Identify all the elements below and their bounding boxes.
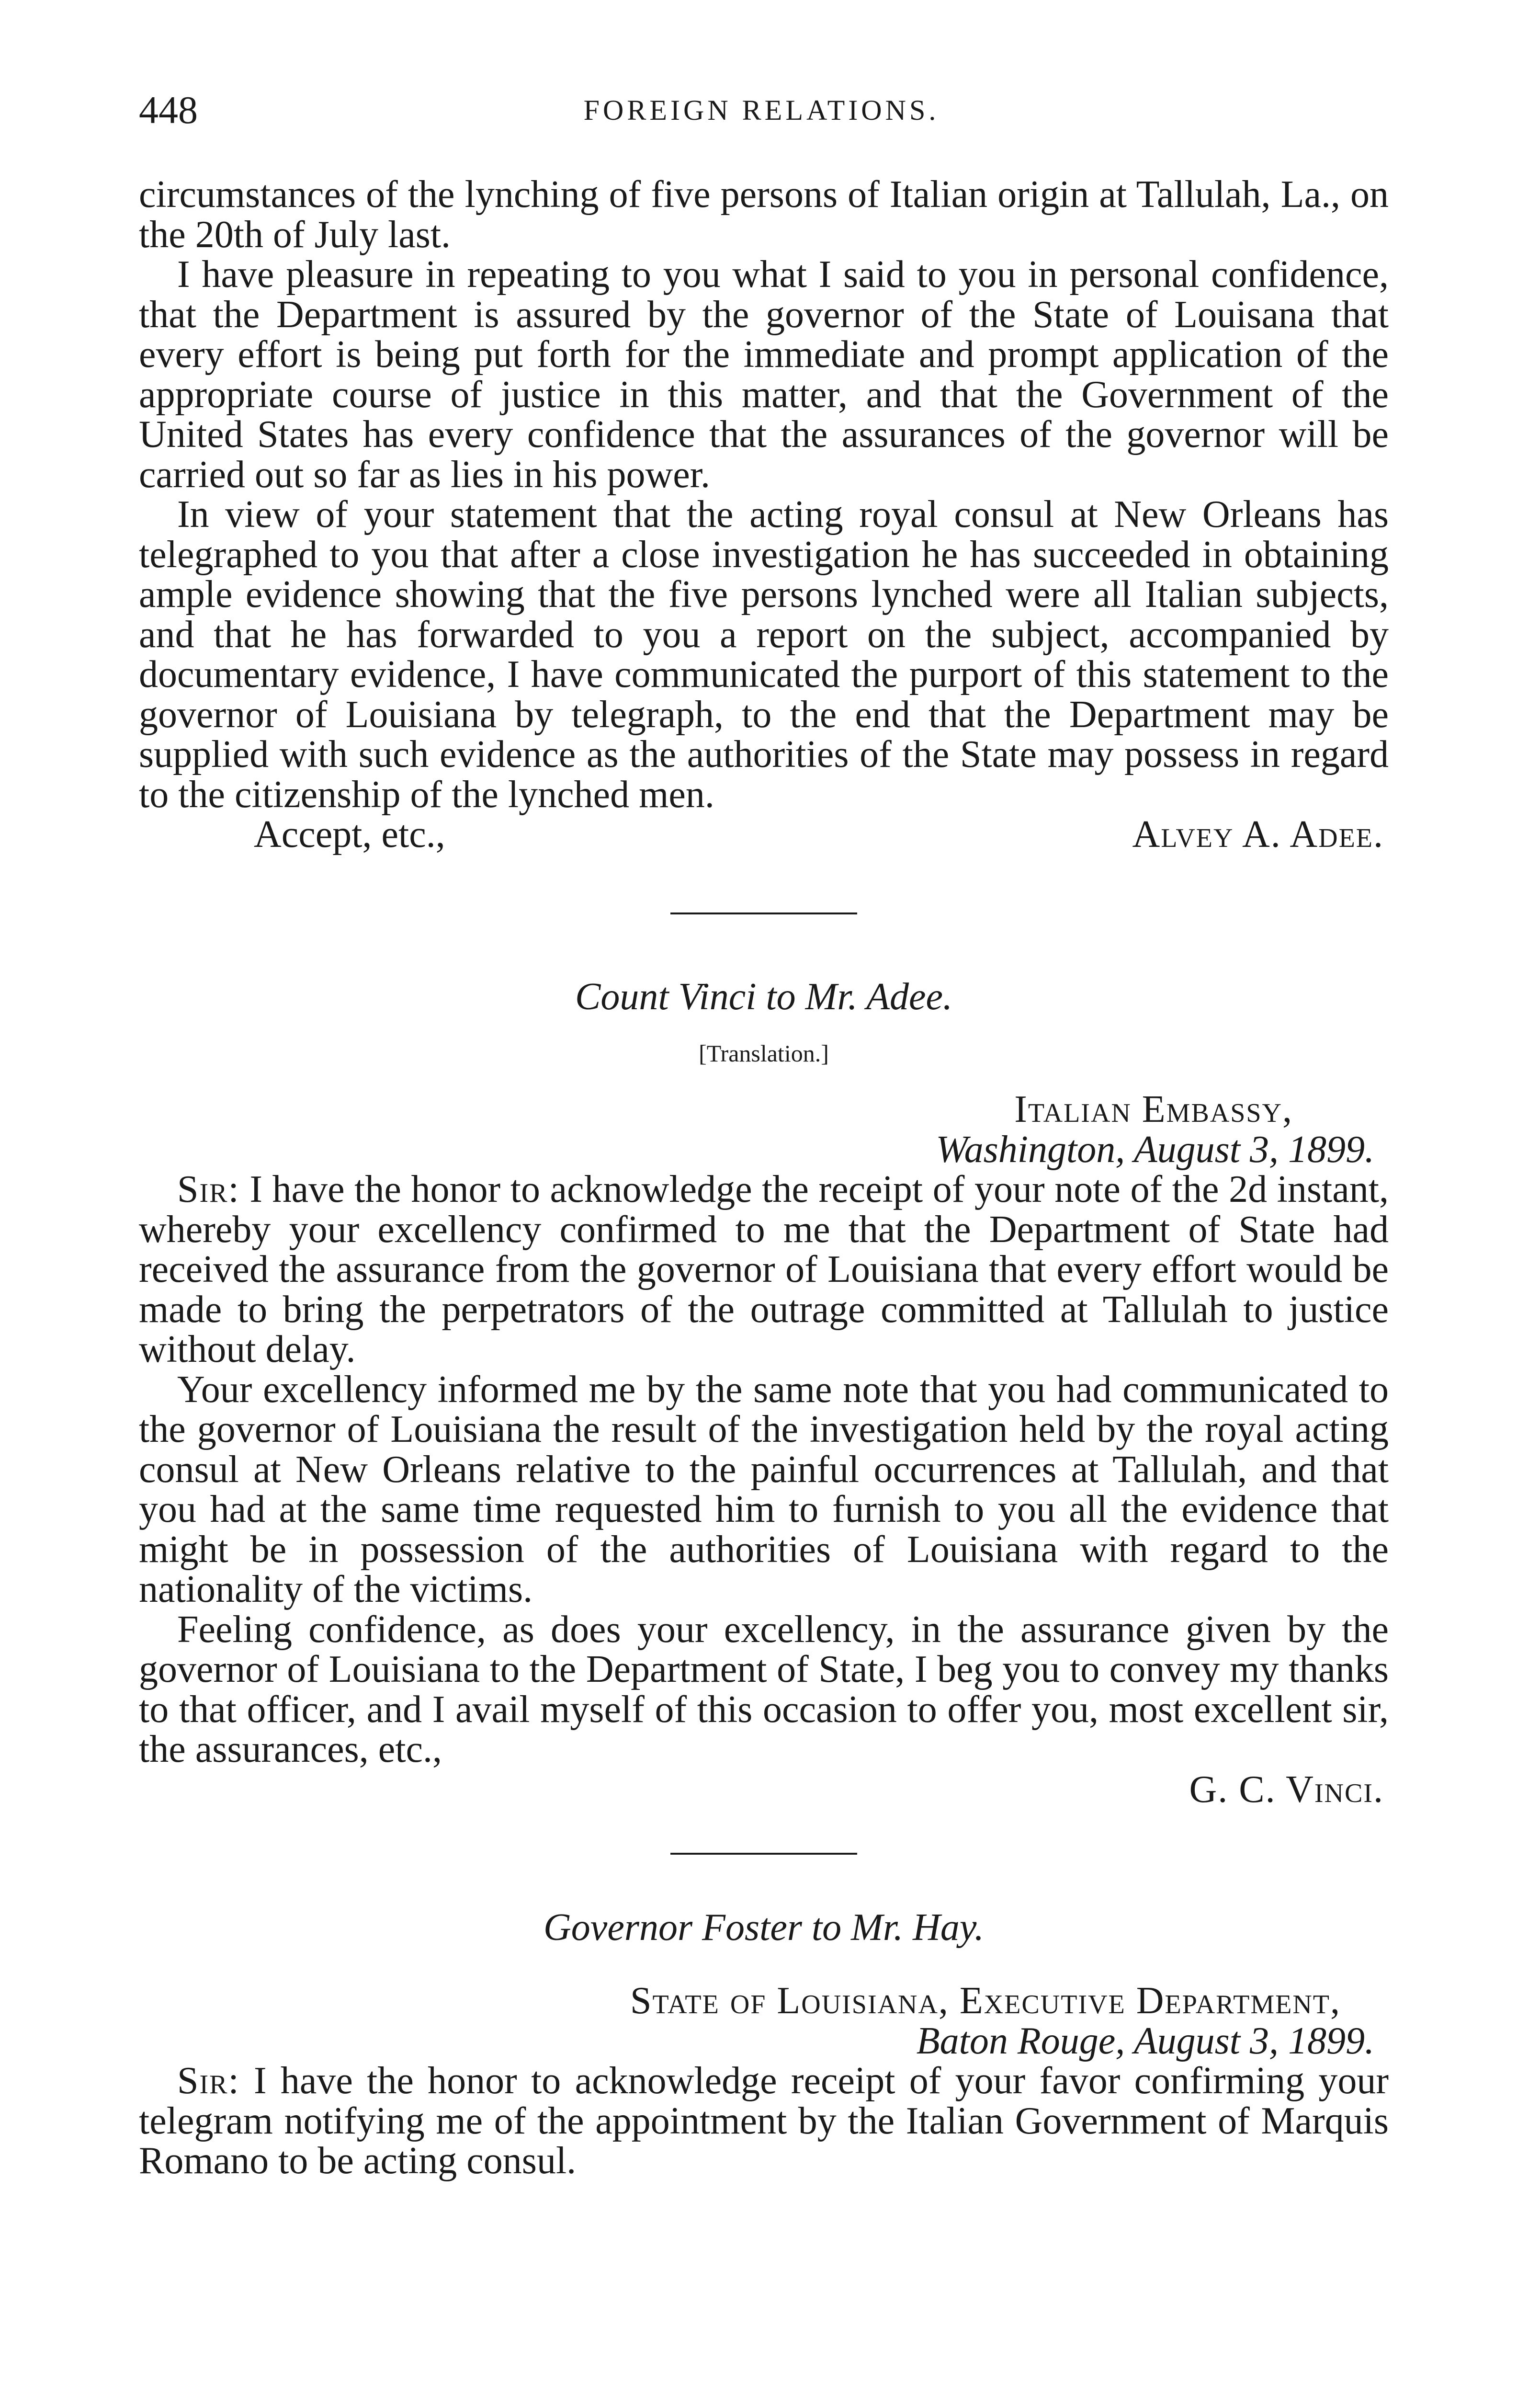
letter2-date: Washington, August 3, 1899. (936, 1128, 1374, 1171)
letter2-dateline (139, 1090, 1389, 1170)
running-head: FOREIGN RELATIONS. (583, 94, 940, 126)
letter2-place: Italian Embassy, (1014, 1088, 1293, 1130)
letter2-paragraph: Feeling confidence, as does your excellency, in the assurance given by the governor of Louisiana to the Department of State, I beg you to convey my thanks to that officer, and I avail myself of this occasion to offer you, most excellent sir, the assurances, etc., (139, 1608, 1389, 1770)
letter2-paragraph: Your excellency informed me by the same note that you had communicated to the governor of Louisiana the result of the investigation held by the royal acting consul at New Orleans relative to the painful occurrences at Tallulah, and that you had at the same time requested him to furnish to you all the evidence that might be in possession of the authorities of Louisiana with regard to the nationality of the victims. (139, 1368, 1389, 1610)
letter3-dateline (139, 1981, 1389, 2061)
letter2-paragraph (139, 1170, 1389, 1370)
page-header (139, 84, 1384, 137)
letter1-signature: Alvey A. Adee. (1132, 813, 1384, 855)
letter3-date: Baton Rouge, August 3, 1899. (916, 2019, 1374, 2062)
page-body (139, 175, 1389, 2181)
letter3-place: State of Louisiana, Executive Department, (630, 1980, 1341, 2022)
letter1-paragraph: In view of your statement that the acting royal consul at New Orleans has telegraphed to you that after a close investigation he has succeeded in obtaining ample evidence showing that the five persons lynched were all Italian subjects, and that he has forwarded to you a report on the subject, accompanied by documentary evidence, I have communicated the purport of this statement to the governor of Louisiana by telegraph, to the end that the Department may be supplied with such evidence as the authorities of the State may possess in regard to the citizenship of the lynched men. (139, 493, 1389, 816)
letter3-paragraph (139, 2061, 1389, 2181)
letter1-paragraph: circumstances of the lynching of five persons of Italian origin at Tallulah, La., on the 20th of July last. (139, 173, 1389, 256)
letter1-closing: Accept, etc., (254, 813, 445, 855)
letter2-paragraph-text: I have the honor to acknowledge the receipt of your note of the 2d instant, whereby your excellency confirmed to me that the Department of State had received the assurance from the governor of Louisiana that every effort would be made to bring the perpetrators of the outrage committed at Tallulah to justice without delay. (139, 1168, 1389, 1370)
letter3-paragraph-text: I have the honor to acknowledge receipt of your favor confirming your telegram notifying me of the appointment by the Italian Government of Marquis Romano to be acting consul. (139, 2060, 1389, 2182)
letter2-title: Count Vinci to Mr. Adee. (575, 976, 953, 1018)
letter2-signature: G. C. Vinci. (1189, 1768, 1384, 1811)
translation-note: [Translation.] (699, 1040, 829, 1067)
page-number: 448 (139, 88, 198, 132)
letter3-salutation: Sir: (177, 2060, 240, 2102)
letter1-closing-block (139, 815, 1389, 855)
letter2-salutation: Sir: (177, 1168, 240, 1210)
letter1-paragraph: I have pleasure in repeating to you what I said to you in personal confidence, that the Department is assured by the governor of the State of Louisana that every effort is being put forth for the immediate and prompt application of the appropriate course of justice in this matter, and that the Government of the United States has every confidence that the assurances of the governor will be carried out so far as lies in his power. (139, 253, 1389, 496)
letter3-title: Governor Foster to Mr. Hay. (544, 1906, 984, 1949)
